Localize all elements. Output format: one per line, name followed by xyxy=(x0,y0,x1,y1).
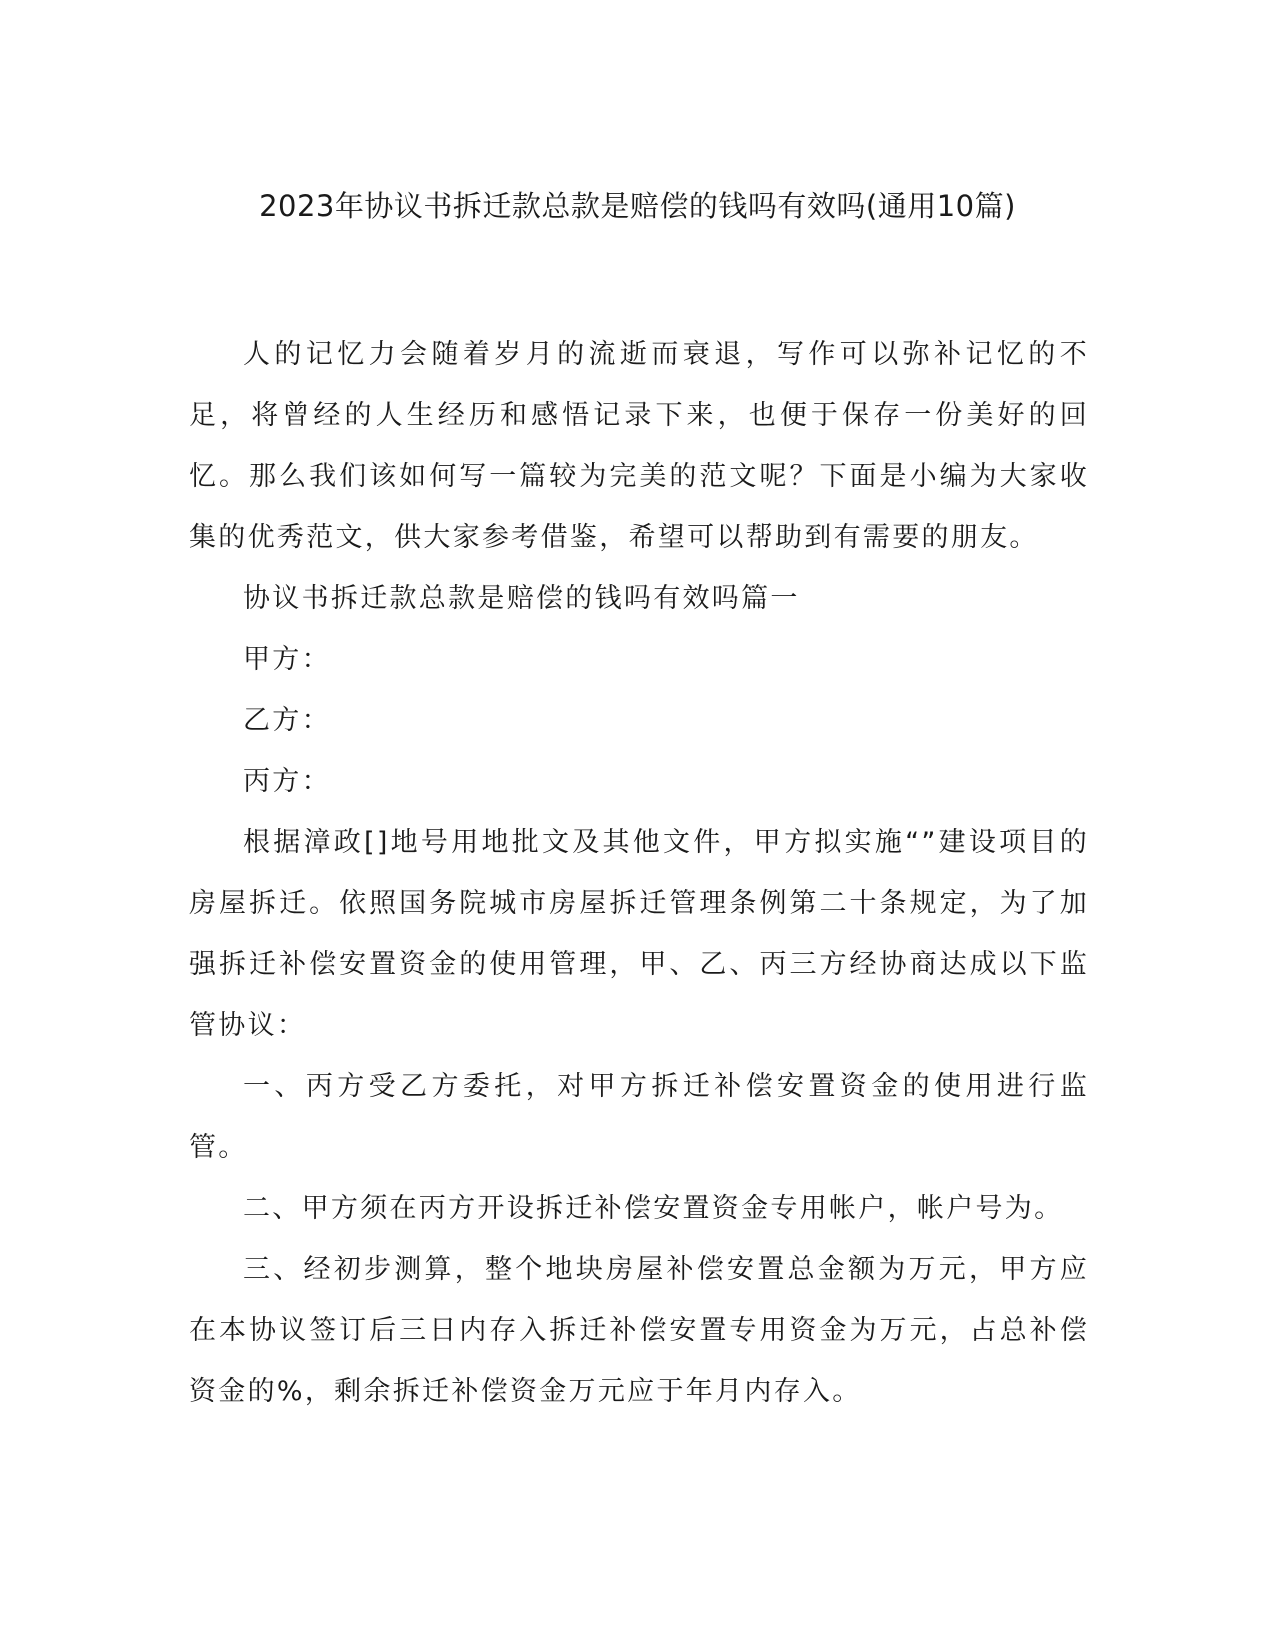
party-c-line: 丙方： xyxy=(243,766,331,797)
document-body xyxy=(189,324,1089,1422)
clause-1: 一、丙方受乙方委托，对甲方拆迁补偿安置资金的使用进行监管。 xyxy=(189,1071,1089,1163)
section-heading: 协议书拆迁款总款是赔偿的钱吗有效吗篇一 xyxy=(243,583,800,614)
document-title: 2023年协议书拆迁款总款是赔偿的钱吗有效吗(通用10篇) xyxy=(259,189,1016,223)
clause-3: 三、经初步测算，整个地块房屋补偿安置总金额为万元，甲方应在本协议签订后三日内存入拆迁补偿安置专用资金为万元，占总补偿资金的%，剩余拆迁补偿资金万元应于年月内存入。 xyxy=(189,1254,1089,1407)
intro-paragraph: 人的记忆力会随着岁月的流逝而衰退，写作可以弥补记忆的不足，将曾经的人生经历和感悟记录下来，也便于保存一份美好的回忆。那么我们该如何写一篇较为完美的范文呢？下面是小编为大家收集的优秀范文，供大家参考借鉴，希望可以帮助到有需要的朋友。 xyxy=(189,339,1089,553)
clause-2: 二、甲方须在丙方开设拆迁补偿安置资金专用帐户，帐户号为。 xyxy=(243,1193,1064,1224)
party-a-line: 甲方： xyxy=(243,644,331,675)
basis-paragraph: 根据漳政[]地号用地批文及其他文件，甲方拟实施“”建设项目的房屋拆迁。依照国务院城市房屋拆迁管理条例第二十条规定，为了加强拆迁补偿安置资金的使用管理，甲、乙、丙三方经协商达成以下监管协议： xyxy=(189,827,1089,1041)
party-b-line: 乙方： xyxy=(243,705,331,736)
